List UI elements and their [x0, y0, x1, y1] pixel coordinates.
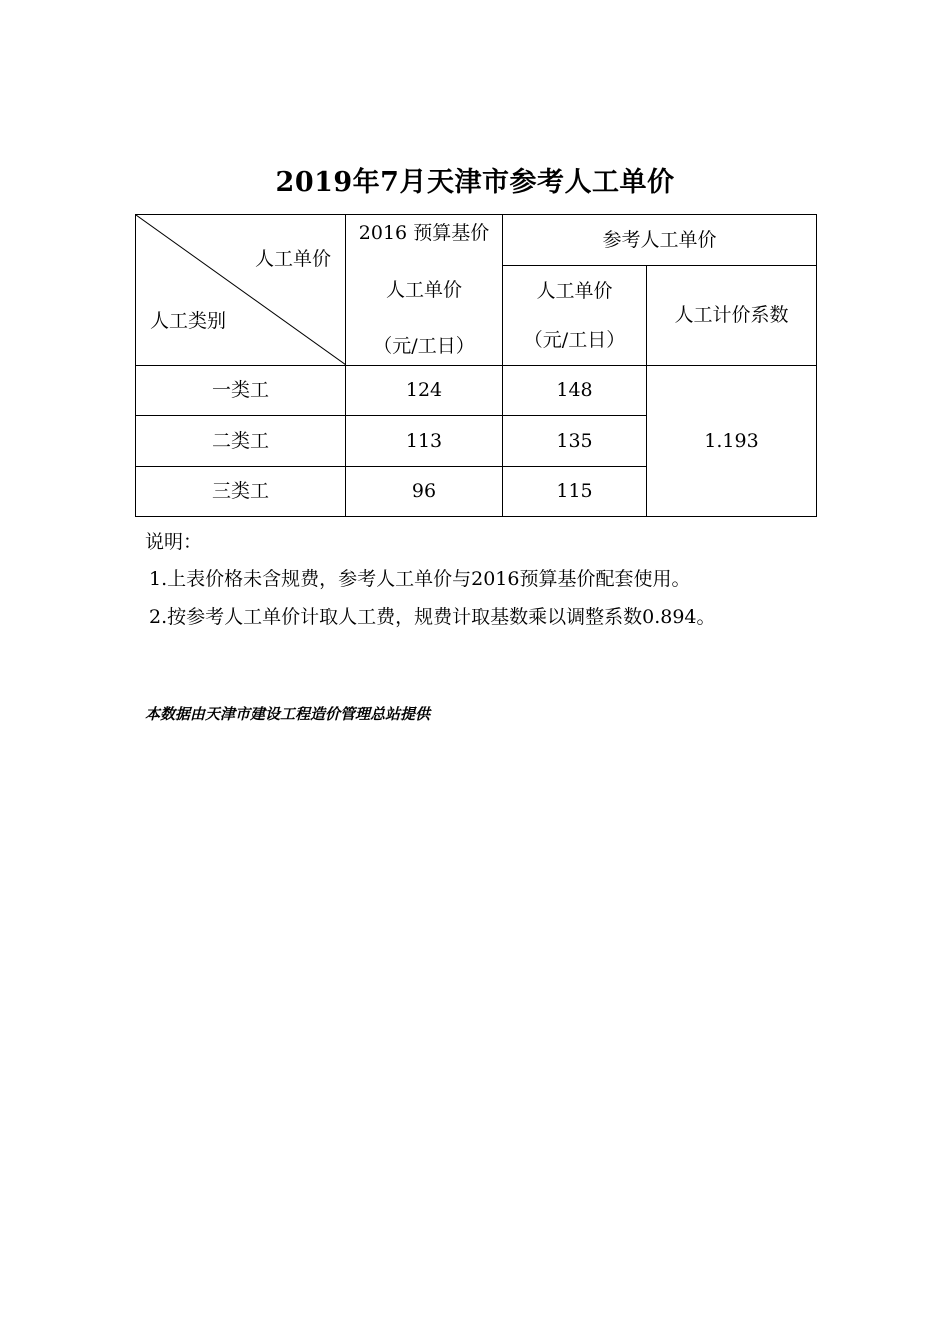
coefficient-header: 人工计价系数: [647, 266, 817, 366]
source-credit: 本数据由天津市建设工程造价管理总站提供: [145, 705, 431, 723]
notes-label: 说明：: [145, 531, 203, 553]
reference-price-header: 参考人工单价: [503, 215, 817, 266]
reference-price-cell: 115: [503, 467, 647, 517]
base-header-line3: （元/工日）: [373, 335, 475, 358]
base-price-cell: 113: [346, 416, 503, 467]
notes-section: [145, 530, 716, 644]
base-price-cell: 124: [346, 366, 503, 416]
price-table: [135, 214, 817, 517]
note-item: 2.按参考人工单价计取人工费，规费计取基数乘以调整系数0.894。: [149, 606, 716, 629]
note-item: 1.上表价格未含规费，参考人工单价与2016预算基价配套使用。: [149, 567, 691, 590]
diagonal-line: [136, 215, 345, 365]
ref-sub-line1: 人工单价: [536, 279, 613, 302]
coefficient-cell: 1.193: [647, 366, 817, 517]
category-cell: 三类工: [136, 467, 346, 517]
ref-sub-line2: （元/工日）: [523, 328, 626, 351]
category-cell: 一类工: [136, 366, 346, 416]
corner-label-category: 人工类别: [150, 310, 227, 332]
reference-price-cell: 135: [503, 416, 647, 467]
base-price-cell: 96: [346, 467, 503, 517]
reference-price-cell: 148: [503, 366, 647, 416]
base-header-line2: 人工单价: [385, 278, 462, 301]
page-title: 2019年7月天津市参考人工单价: [275, 167, 675, 198]
base-price-header: [346, 215, 503, 366]
diagonal-header-cell: [136, 215, 346, 366]
base-header-line1: 2016 预算基价: [358, 222, 490, 244]
category-cell: 二类工: [136, 416, 346, 467]
corner-label-price: 人工单价: [254, 248, 331, 270]
table-row: [136, 366, 817, 416]
reference-unit-price-header: [503, 266, 647, 366]
